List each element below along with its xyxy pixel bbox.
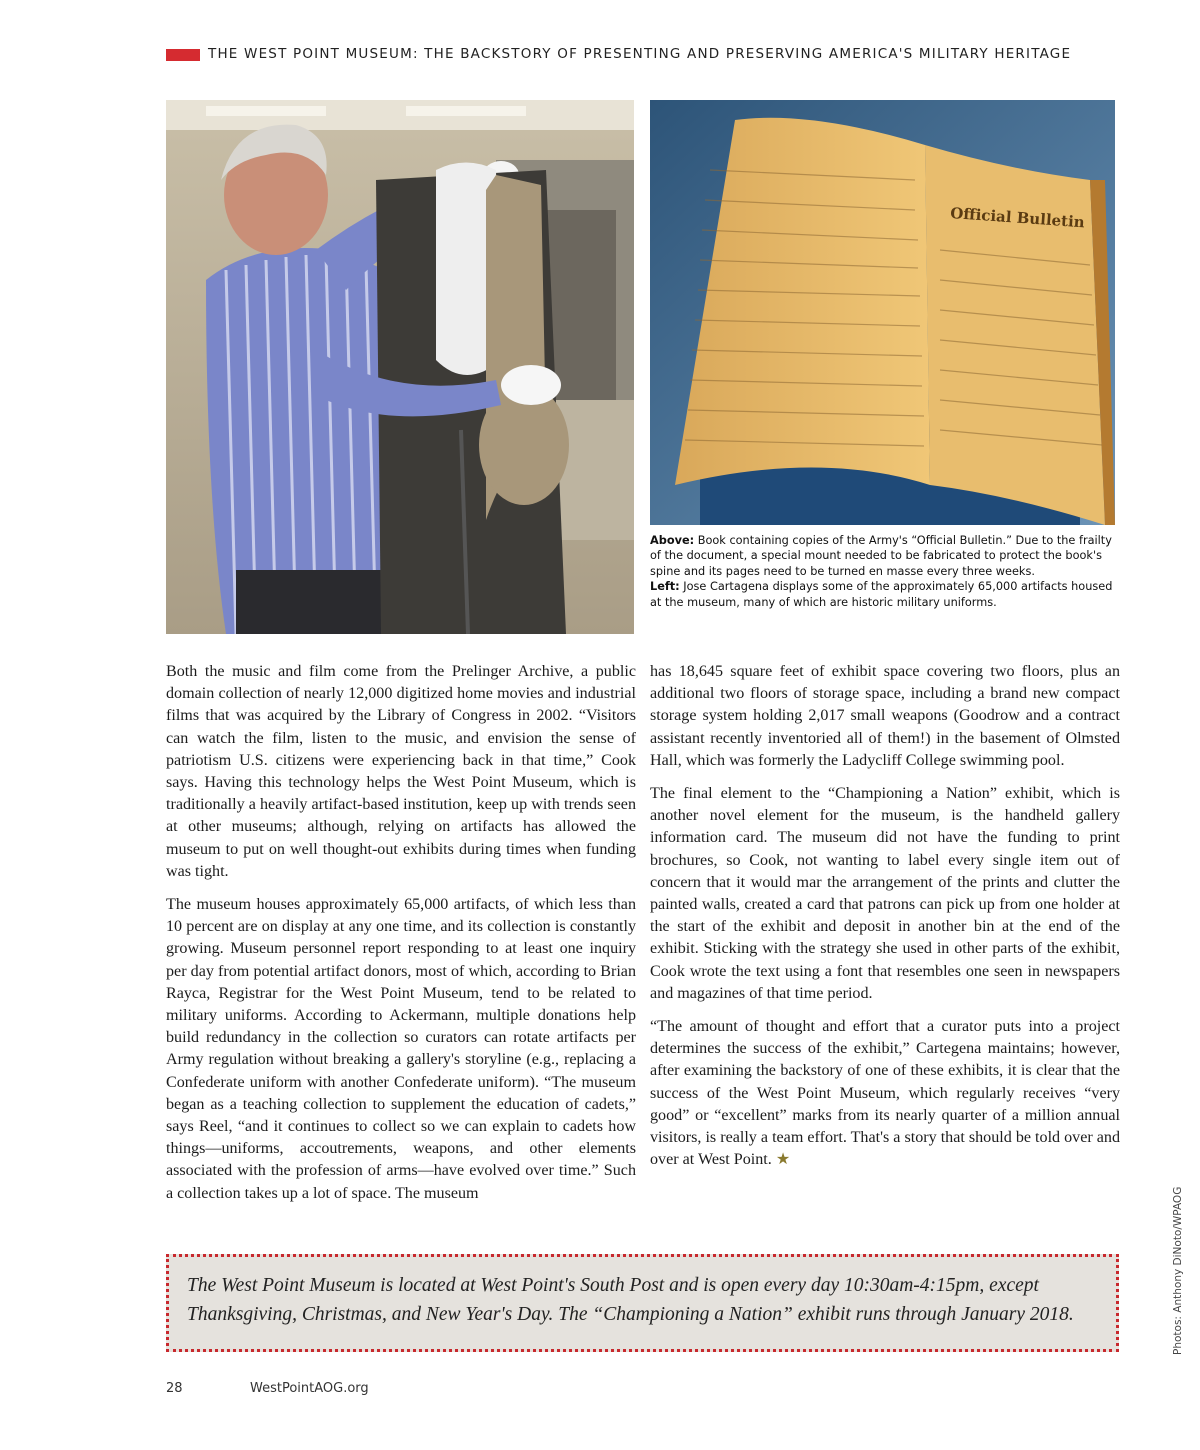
visitor-info-box: [166, 1254, 1119, 1352]
running-title: THE WEST POINT MUSEUM: THE BACKSTORY OF PRESENTING AND PRESERVING AMERICA'S MILITARY HERITAGE: [208, 46, 1072, 62]
body-column-left: [166, 661, 636, 1216]
footer-site: WestPointAOG.org: [250, 1381, 369, 1396]
header-accent-bar: [166, 49, 200, 61]
book-masthead: Official Bulletin: [949, 204, 1086, 232]
paragraph: The museum houses approximately 65,000 artifacts, of which less than 10 percent are on display at any one time, and its collection is constantly growing. Museum personnel report responding to at least one inquiry per day from potential artifact donors, most of which, according to Brian Rayca, Registrar for the West Point Museum, tend to be related to military uniforms. According to Ackermann, multiple donations help build redundancy in the collection so curators can rotate artifacts per Army regulation without breaking a gallery's storyline (e.g., replacing a Confederate uniform with another Confederate uniform). “The museum began as a teaching collection to supplement the education of cadets,” says Reel, “and it continues to collect so we can explain to cadets how things—uniforms, accoutrements, weapons, and other elements associated with the profession of arms—have evolved over time.” Such a collection takes up a lot of space. The museum: [166, 896, 636, 1202]
visitor-info-text: The West Point Museum is located at West Point's South Post and is open every day 10:30am-4:15pm, except Thanksgiving, Christmas, and New Year's Day. The “Championing a Nation” exhibit runs through January 2018.: [187, 1275, 1074, 1325]
page-number: 28: [166, 1381, 183, 1396]
photo-curator-uniform: [166, 100, 634, 634]
caption-left-label: Left:: [650, 580, 680, 594]
end-star-icon: ★: [775, 1151, 791, 1169]
caption-above-text: Book containing copies of the Army's “Official Bulletin.” Due to the frailty of the document, a special mount needed to be fabricated to protect the book's spine and its pages need to be turned en masse every three weeks.: [650, 534, 1112, 578]
photo-caption: [650, 533, 1118, 610]
paragraph: [650, 1016, 1120, 1171]
photo-credit: Photos: Anthony DiNoto/WPAOG: [1172, 1186, 1184, 1355]
body-column-right: [650, 661, 1120, 1182]
caption-above-label: Above:: [650, 534, 695, 547]
closing-paragraph-text: “The amount of thought and effort that a curator puts into a project determines the success of the exhibit,” Cartegena maintains; however, after examining the backstory of one of these exhibits, it is clear that the success of the West Point Museum, which regularly receives “very good” or “excellent” marks from its nearly quarter of a million annual visitors, is really a team effort. That's a story that should be told over and over at West Point.: [650, 1018, 1120, 1169]
paragraph: Both the music and film come from the Prelinger Archive, a public domain collection of nearly 12,000 digitized home movies and industrial films that was acquired by the Library of Congress in 2002. “Visitors can watch the film, listen to the music, and envision the sense of patriotism U.S. citizens were experiencing back in that time,” Cook says. Having this technology helps the West Point Museum, which is traditionally a heavily artifact-based institution, keep up with trends seen at other museums; although, relying on artifacts has allowed the museum to put on well thought-out exhibits during times when funding was tight.: [166, 663, 636, 880]
paragraph: has 18,645 square feet of exhibit space covering two floors, plus an additional two floors of storage space, including a brand new compact storage system holding 2,017 small weapons (Goodrow and a contract assistant recently inventoried all of them!) in the basement of Olmsted Hall, which was formerly the Ladycliff College swimming pool.: [650, 663, 1120, 769]
paragraph: The final element to the “Championing a Nation” exhibit, which is another novel element for the museum, is the handheld gallery information card. The museum did not have the funding to print brochures, so Cook, not wanting to label every single item out of concern that it would mar the arrangement of the prints and clutter the painted walls, created a card that patrons can pick up from one holder at the start of the exhibit and deposit in another bin at the end of the exhibit. Sticking with the strategy she used in other parts of the exhibit, Cook wrote the text using a font that resembles one seen in newspapers and magazines of that time period.: [650, 785, 1120, 1002]
caption-left-text: Jose Cartagena displays some of the approximately 65,000 artifacts housed at the museum, many of which are historic military uniforms.: [650, 580, 1113, 609]
photo-official-bulletin-book: [650, 100, 1115, 525]
